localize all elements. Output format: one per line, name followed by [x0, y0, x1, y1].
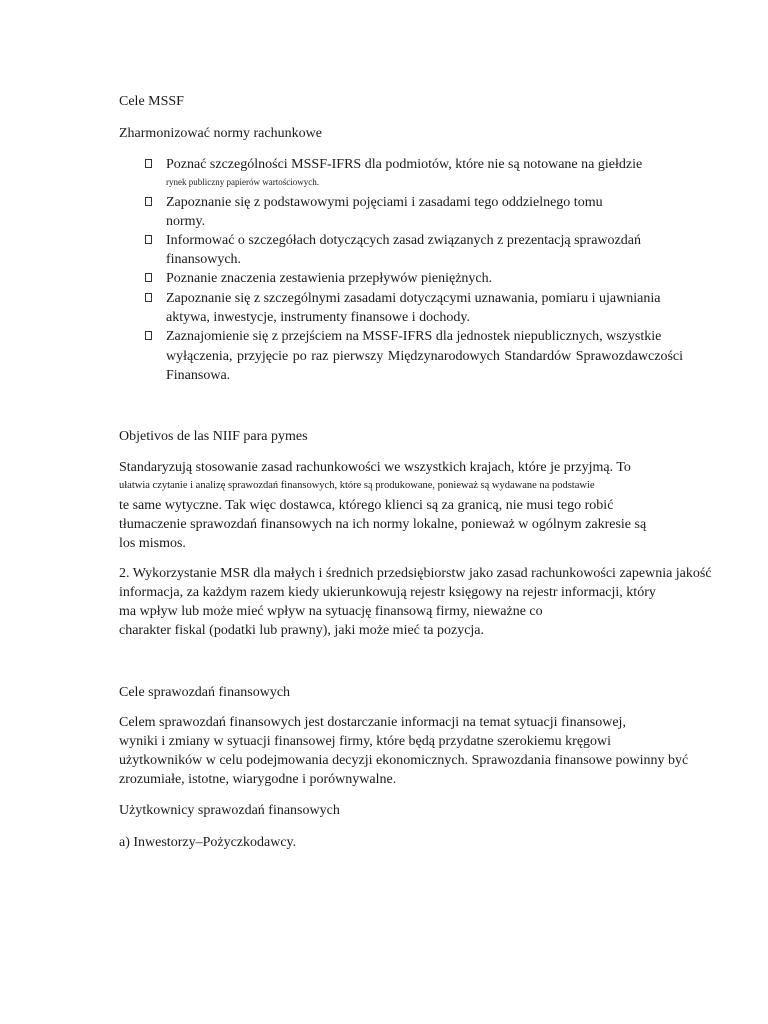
bullet-line-small: rynek publiczny papierów wartościowych.	[166, 177, 319, 187]
paragraph-line: los mismos.	[119, 536, 186, 551]
checkbox-bullet-icon	[145, 197, 152, 206]
paragraph-line: Standaryzują stosowanie zasad rachunkowości we wszystkich krajach, które je przyjmą. To	[119, 460, 631, 475]
heading-objetivos: Objetivos de las NIIF para pymes	[119, 429, 308, 444]
list-item-a: a) Inwestorzy–Pożyczkodawcy.	[119, 835, 297, 850]
checkbox-bullet-icon	[145, 331, 152, 340]
heading-cele-mssf: Cele MSSF	[119, 94, 184, 109]
bullet-line: Poznanie znaczenia zestawienia przepływów pieniężnych.	[166, 271, 493, 286]
bullet-line: finansowych.	[166, 252, 242, 267]
paragraph-line: 2. Wykorzystanie MSR dla małych i średnich przedsiębiorstw jako zasad rachunkowości zapewnia jakość	[119, 566, 712, 581]
bullet-line: Zapoznanie się z szczególnymi zasadami dotyczącymi uznawania, pomiaru i ujawniania	[166, 291, 661, 306]
heading-cele-sprawozdan: Cele sprawozdań finansowych	[119, 685, 291, 700]
paragraph-line-small: ułatwia czytanie i analizę sprawozdań finansowych, które są produkowane, ponieważ są wydawane na podstawie	[119, 480, 595, 491]
checkbox-bullet-icon	[145, 293, 152, 302]
bullet-line-justified: wyłączenia, przyjęcie po raz pierwszy Międzynarodowych Standardów Sprawozdawczości	[166, 349, 683, 364]
bullet-line: Zaznajomienie się z przejściem na MSSF-IFRS dla jednostek niepublicznych, wszystkie	[166, 329, 662, 344]
bullet-line: normy.	[166, 214, 206, 229]
paragraph-line: informacja, za każdym razem kiedy ukierunkowują rejestr księgowy na rejestr informacji, który	[119, 585, 656, 600]
paragraph-line: użytkowników w celu podejmowania decyzji ekonomicznych. Sprawozdania finansowe powinny być	[119, 753, 689, 768]
paragraph-line: tłumaczenie sprawozdań finansowych na ich normy lokalne, ponieważ w ogólnym zakresie są	[119, 517, 647, 532]
bullet-line: Zapoznanie się z podstawowymi pojęciami i zasadami tego oddzielnego tomu	[166, 195, 603, 210]
bullet-line: Finansowa.	[166, 368, 231, 383]
paragraph-line: te same wytyczne. Tak więc dostawca, którego klienci są za granicą, nie musi tego robić	[119, 498, 614, 513]
paragraph-line: ma wpływ lub może mieć wpływ na sytuację finansową firmy, nieważne co	[119, 604, 543, 619]
bullet-line: Informować o szczegółach dotyczących zasad związanych z prezentacją sprawozdań	[166, 233, 641, 248]
checkbox-bullet-icon	[145, 159, 152, 168]
paragraph-line: wyniki i zmiany w sytuacji finansowej firmy, które będą przydatne szerokiemu kręgowi	[119, 734, 612, 749]
checkbox-bullet-icon	[145, 235, 152, 244]
heading-uzytkownicy: Użytkownicy sprawozdań finansowych	[119, 803, 340, 818]
bullet-line: aktywa, inwestycje, instrumenty finansowe i dochody.	[166, 310, 470, 325]
bullet-line: Poznać szczególności MSSF-IFRS dla podmiotów, które nie są notowane na giełdzie	[166, 157, 643, 172]
paragraph-line: zrozumiałe, istotne, wiarygodne i porównywalne.	[119, 772, 397, 787]
subheading-harmonize: Zharmonizować normy rachunkowe	[119, 126, 322, 141]
paragraph-line: charakter fiskal (podatki lub prawny), jaki może mieć ta pozycja.	[119, 623, 485, 638]
checkbox-bullet-icon	[145, 273, 152, 282]
paragraph-line: Celem sprawozdań finansowych jest dostarczanie informacji na temat sytuacji finansowej,	[119, 715, 626, 730]
